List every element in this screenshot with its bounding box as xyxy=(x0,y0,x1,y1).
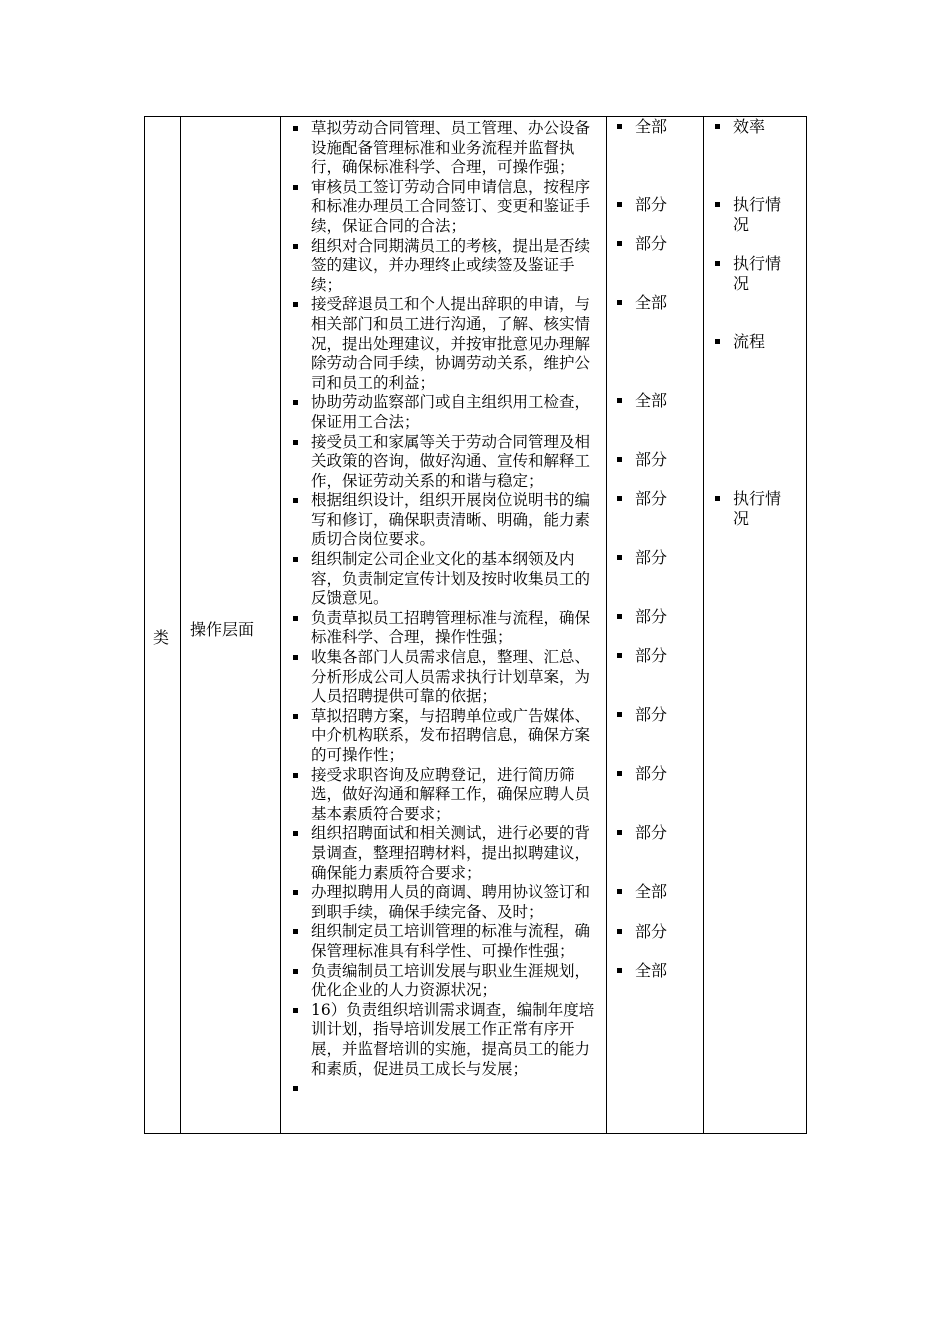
duty-item xyxy=(287,237,599,296)
bullet-icon xyxy=(617,968,622,973)
column-divider xyxy=(280,117,281,1133)
performance-text: 执行情况 xyxy=(733,195,782,234)
bullet-icon xyxy=(293,655,298,660)
category-cell: 类 xyxy=(153,628,170,647)
duty-item xyxy=(287,824,599,883)
scope-text: 部分 xyxy=(635,764,668,783)
duties-list xyxy=(287,119,599,1079)
bullet-icon xyxy=(293,440,298,445)
bullet-icon xyxy=(293,1086,298,1091)
duty-item xyxy=(287,707,599,766)
bullet-icon xyxy=(617,555,622,560)
performance-item xyxy=(705,489,793,529)
bullet-icon xyxy=(293,714,298,719)
scope-item xyxy=(607,764,667,784)
duty-text: 组织对合同期满员工的考核，提出是否续签的建议，并办理终止或续签及鉴证手续； xyxy=(311,236,591,294)
duty-text: 草拟劳动合同管理、员工管理、办公设备设施配备管理标准和业务流程并监督执行，确保标准科学、合理，可操作强； xyxy=(311,119,591,177)
bullet-icon xyxy=(293,302,298,307)
bullet-icon xyxy=(617,929,622,934)
scope-text: 全部 xyxy=(635,293,668,312)
bullet-icon xyxy=(617,457,622,462)
bullet-icon xyxy=(617,712,622,717)
scope-item xyxy=(607,922,667,942)
bullet-icon xyxy=(293,616,298,621)
duty-item xyxy=(287,295,599,393)
scope-item xyxy=(607,548,667,568)
scope-item xyxy=(607,607,667,627)
duty-item xyxy=(287,766,599,825)
bullet-icon xyxy=(617,771,622,776)
duty-item xyxy=(287,648,599,707)
performance-text: 流程 xyxy=(733,332,766,351)
duty-item xyxy=(287,119,599,178)
bullet-icon xyxy=(617,202,622,207)
duty-item xyxy=(287,1001,599,1079)
bullet-icon xyxy=(715,124,720,129)
duty-text: 组织制定员工培训管理的标准与流程，确保管理标准具有科学性、可操作性强； xyxy=(311,922,591,960)
bullet-icon xyxy=(293,126,298,131)
scope-text: 全部 xyxy=(635,882,668,901)
responsibility-table xyxy=(144,116,807,1134)
duty-item xyxy=(287,178,599,237)
bullet-icon xyxy=(617,241,622,246)
duty-item xyxy=(287,433,599,492)
bullet-icon xyxy=(617,614,622,619)
bullet-icon xyxy=(293,498,298,503)
scope-text: 部分 xyxy=(635,607,668,626)
scope-item xyxy=(607,705,667,725)
performance-item xyxy=(705,195,793,235)
bullet-icon xyxy=(293,773,298,778)
bullet-icon xyxy=(293,185,298,190)
scope-text: 部分 xyxy=(635,646,668,665)
bullet-icon xyxy=(715,261,720,266)
duty-text: 草拟招聘方案，与招聘单位或广告媒体、中介机构联系，发布招聘信息，确保方案的可操作性； xyxy=(311,706,591,764)
duty-item xyxy=(287,962,599,1001)
bullet-icon xyxy=(617,124,622,129)
performance-item xyxy=(705,254,793,294)
scope-item xyxy=(607,882,667,902)
scope-item xyxy=(607,823,667,843)
duty-item xyxy=(287,550,599,609)
scope-text: 部分 xyxy=(635,489,668,508)
bullet-icon xyxy=(293,831,298,836)
bullet-icon xyxy=(293,890,298,895)
bullet-icon xyxy=(715,496,720,501)
scope-text: 全部 xyxy=(635,961,668,980)
duty-text: 办理拟聘用人员的商调、聘用协议签订和到职手续，确保手续完备、及时； xyxy=(311,883,591,921)
bullet-icon xyxy=(293,969,298,974)
scope-text: 部分 xyxy=(635,823,668,842)
duty-text: 接受员工和家属等关于劳动合同管理及相关政策的咨询，做好沟通、宣传和解释工作，保证劳动关系的和谐与稳定； xyxy=(311,432,591,490)
duty-text: 负责草拟员工招聘管理标准与流程，确保标准科学、合理，操作性强； xyxy=(311,608,591,647)
scope-text: 部分 xyxy=(635,195,668,214)
performance-item xyxy=(705,332,793,352)
bullet-icon xyxy=(617,889,622,894)
bullet-icon xyxy=(617,300,622,305)
duty-text: 组织招聘面试和相关测试，进行必要的背景调查，整理招聘材料，提出拟聘建议，确保能力素质符合要求； xyxy=(311,824,591,882)
scope-text: 部分 xyxy=(635,234,668,253)
scope-text: 部分 xyxy=(635,450,668,469)
bullet-icon xyxy=(293,557,298,562)
scope-item xyxy=(607,293,667,313)
scope-item xyxy=(607,195,667,215)
duty-text: 16）负责组织培训需求调查，编制年度培训计划，指导培训发展工作正常有序开展，并监督培训的实施，提高员工的能力和素质，促进员工成长与发展； xyxy=(311,1000,595,1078)
bullet-icon xyxy=(617,496,622,501)
scope-item xyxy=(607,391,667,411)
performance-text: 效率 xyxy=(733,117,766,136)
bullet-icon xyxy=(293,244,298,249)
bullet-icon xyxy=(293,1008,298,1013)
duty-text: 审核员工签订劳动合同申请信息，按程序和标准办理员工合同签订、变更和鉴证手续，保证合同的合法； xyxy=(311,177,591,235)
duty-text: 收集各部门人员需求信息，整理、汇总、分析形成公司人员需求执行计划草案，为人员招聘提供可靠的依据； xyxy=(311,648,591,706)
performance-text: 执行情况 xyxy=(733,489,782,528)
duty-item xyxy=(287,922,599,961)
bullet-icon xyxy=(293,929,298,934)
scope-text: 部分 xyxy=(635,922,668,941)
duty-item xyxy=(287,883,599,922)
scope-item xyxy=(607,234,667,254)
scope-text: 部分 xyxy=(635,548,668,567)
bullet-icon xyxy=(293,400,298,405)
bullet-icon xyxy=(617,830,622,835)
scope-text: 全部 xyxy=(635,117,668,136)
duty-text: 负责编制员工培训发展与职业生涯规划，优化企业的人力资源状况； xyxy=(311,961,591,1000)
scope-item xyxy=(607,961,667,981)
scope-text: 全部 xyxy=(635,391,668,410)
duty-item xyxy=(287,609,599,648)
scope-column xyxy=(607,117,703,1133)
duty-item xyxy=(287,491,599,550)
bullet-icon xyxy=(715,339,720,344)
duty-text: 协助劳动监察部门或自主组织用工检查，保证用工合法； xyxy=(311,393,591,431)
scope-item xyxy=(607,450,667,470)
column-divider xyxy=(703,117,704,1133)
column-divider xyxy=(180,117,181,1133)
duty-text: 接受求职咨询及应聘登记，进行简历筛选，做好沟通和解释工作，确保应聘人员基本素质符合要求； xyxy=(311,765,591,823)
performance-column xyxy=(705,117,805,1133)
scope-item xyxy=(607,117,667,137)
level-cell: 操作层面 xyxy=(190,620,255,639)
performance-item xyxy=(705,117,793,137)
duty-item xyxy=(287,393,599,432)
scope-text: 部分 xyxy=(635,705,668,724)
duty-text: 根据组织设计，组织开展岗位说明书的编写和修订，确保职责清晰、明确，能力素质切合岗位要求。 xyxy=(311,491,591,549)
scope-item xyxy=(607,489,667,509)
scope-item xyxy=(607,646,667,666)
bullet-icon xyxy=(617,653,622,658)
bullet-icon xyxy=(617,398,622,403)
duty-text: 接受辞退员工和个人提出辞职的申请，与相关部门和员工进行沟通，了解、核实情况，提出处理建议，并按审批意见办理解除劳动合同手续，协调劳动关系，维护公司和员工的利益； xyxy=(311,295,591,392)
duty-text: 组织制定公司企业文化的基本纲领及内容，负责制定宣传计划及按时收集员工的反馈意见。 xyxy=(311,550,591,608)
bullet-icon xyxy=(715,202,720,207)
performance-text: 执行情况 xyxy=(733,254,782,293)
